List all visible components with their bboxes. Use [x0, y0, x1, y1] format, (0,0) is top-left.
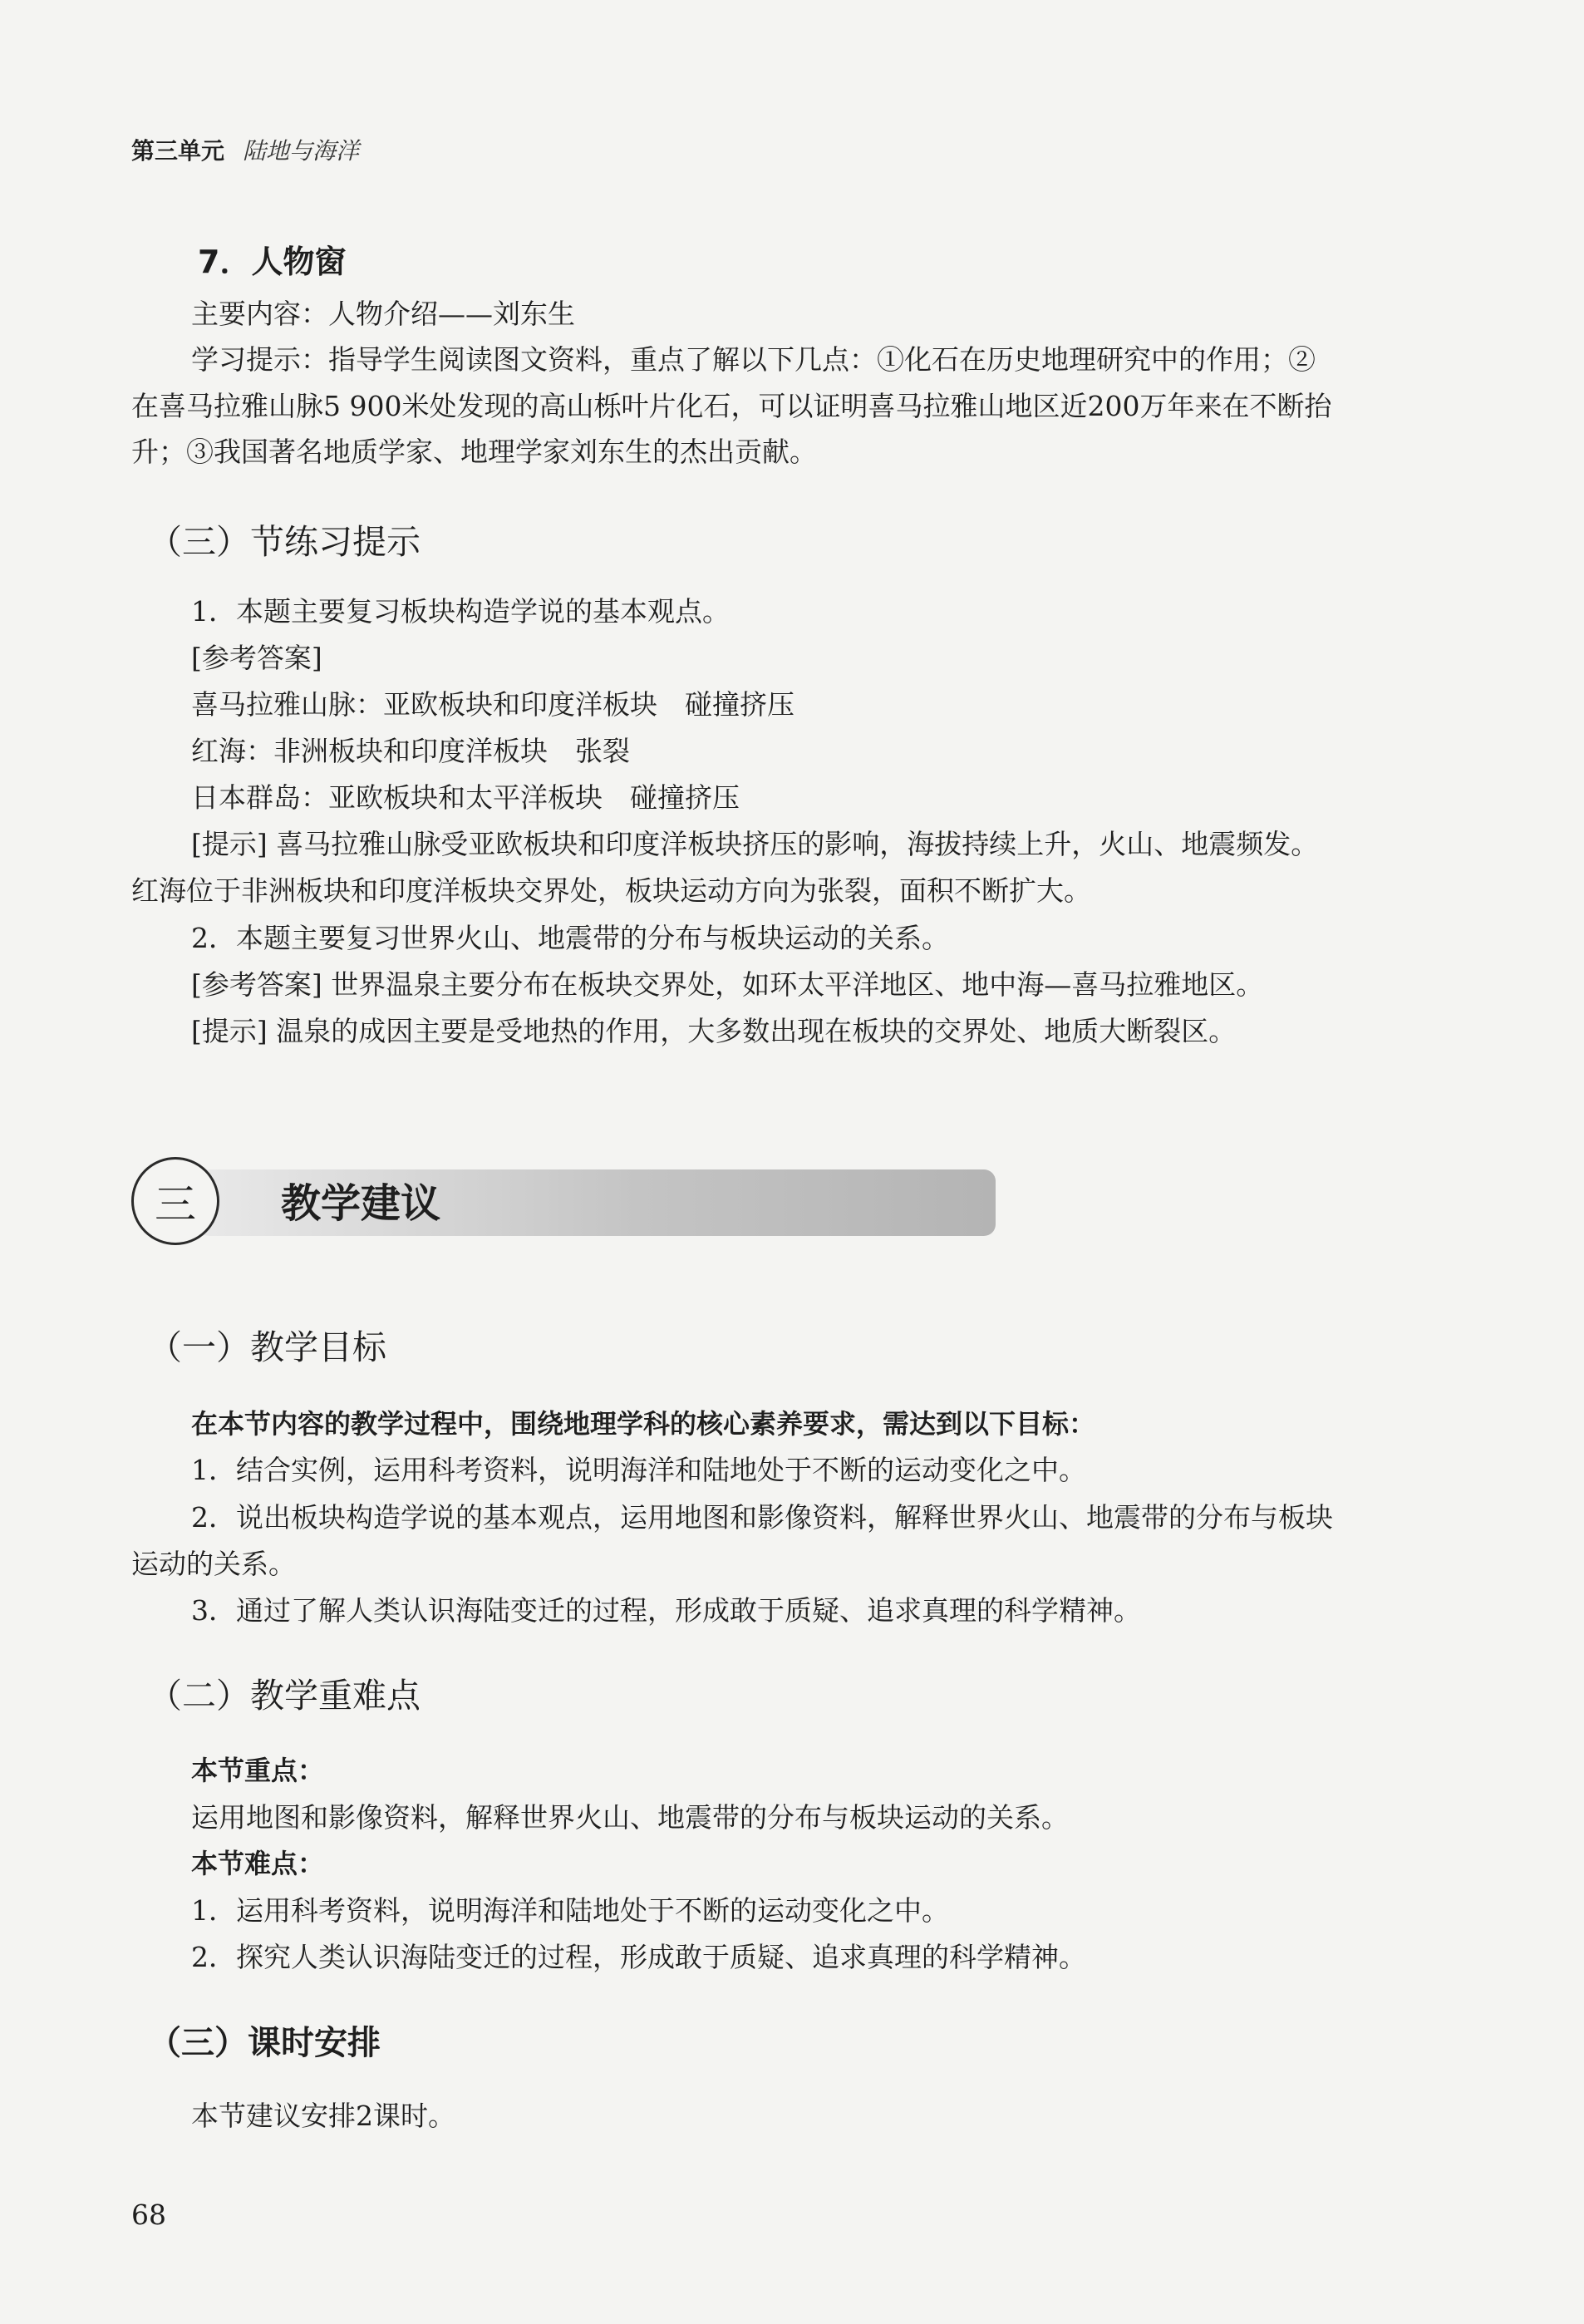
paragraph-line: [参考答案] 世界温泉主要分布在板块交界处，如环太平洋地区、地中海—喜马拉雅地区。 — [191, 968, 1264, 1001]
paragraph-line: 1．本题主要复习板块构造学说的基本观点。 — [191, 595, 730, 628]
paragraph-line: 运用地图和影像资料，解释世界火山、地震带的分布与板块运动的关系。 — [191, 1801, 1069, 1834]
section-banner-title: 教学建议 — [281, 1180, 441, 1227]
paragraph-line-bold: 在本节内容的教学过程中，围绕地理学科的核心素养要求，需达到以下目标： — [191, 1408, 1096, 1440]
paragraph-line: 喜马拉雅山脉：亚欧板块和印度洋板块 碰撞挤压 — [191, 688, 794, 721]
paragraph-line: 本节建议安排2课时。 — [191, 2100, 455, 2132]
section-heading-teaching-goals: （一）教学目标 — [148, 1327, 386, 1367]
paragraph-line: 红海位于非洲板块和印度洋板块交界处，板块运动方向为张裂，面积不断扩大。 — [131, 874, 1091, 907]
paragraph-line: 运动的关系。 — [131, 1548, 296, 1580]
page-number: 68 — [131, 2198, 166, 2231]
header-unit: 第三单元 — [131, 137, 225, 165]
section-heading-exercise-tips: （三）节练习提示 — [148, 522, 421, 562]
paragraph-line: [提示] 喜马拉雅山脉受亚欧板块和印度洋板块挤压的影响，海拔持续上升，火山、地震频发。 — [191, 828, 1319, 860]
difficult-points-label: 本节难点： — [191, 1848, 325, 1879]
paragraph-line: 1．运用科考资料，说明海洋和陆地处于不断的运动变化之中。 — [191, 1894, 949, 1927]
paragraph-line: [参考答案] — [191, 642, 322, 674]
paragraph-line: 学习提示：指导学生阅读图文资料，重点了解以下几点：①化石在历史地理研究中的作用；② — [191, 343, 1316, 376]
section-heading-key-points: （二）教学重难点 — [148, 1676, 421, 1716]
header-title: 陆地与海洋 — [243, 137, 360, 165]
section-banner-number: 三 — [131, 1157, 219, 1245]
paragraph-line: 2．本题主要复习世界火山、地震带的分布与板块运动的关系。 — [191, 922, 949, 954]
paragraph-line: 日本群岛：亚欧板块和太平洋板块 碰撞挤压 — [191, 781, 740, 814]
paragraph-line: 2．说出板块构造学说的基本观点，运用地图和影像资料，解释世界火山、地震带的分布与板块 — [191, 1501, 1333, 1534]
paragraph-line: 升；③我国著名地质学家、地理学家刘东生的杰出贡献。 — [131, 436, 817, 468]
paragraph-line: [提示] 温泉的成因主要是受地热的作用，大多数出现在板块的交界处、地质大断裂区。 — [191, 1015, 1237, 1047]
paragraph-line: 2．探究人类认识海陆变迁的过程，形成敢于质疑、追求真理的科学精神。 — [191, 1941, 1086, 1973]
paragraph-line: 主要内容：人物介绍——刘东生 — [191, 298, 575, 330]
section-heading-figure-window: 7．人物窗 — [198, 244, 347, 280]
running-header — [131, 133, 359, 166]
key-points-label: 本节重点： — [191, 1755, 325, 1786]
paragraph-line: 3．通过了解人类认识海陆变迁的过程，形成敢于质疑、追求真理的科学精神。 — [191, 1594, 1141, 1627]
paragraph-line: 红海：非洲板块和印度洋板块 张裂 — [191, 735, 630, 767]
paragraph-line: 1．结合实例，运用科考资料，说明海洋和陆地处于不断的运动变化之中。 — [191, 1454, 1086, 1486]
section-heading-class-schedule: （三）课时安排 — [148, 2024, 381, 2062]
paragraph-line: 在喜马拉雅山脉5 900米处发现的高山栎叶片化石，可以证明喜马拉雅山地区近200万年来在不断抬 — [131, 390, 1332, 422]
